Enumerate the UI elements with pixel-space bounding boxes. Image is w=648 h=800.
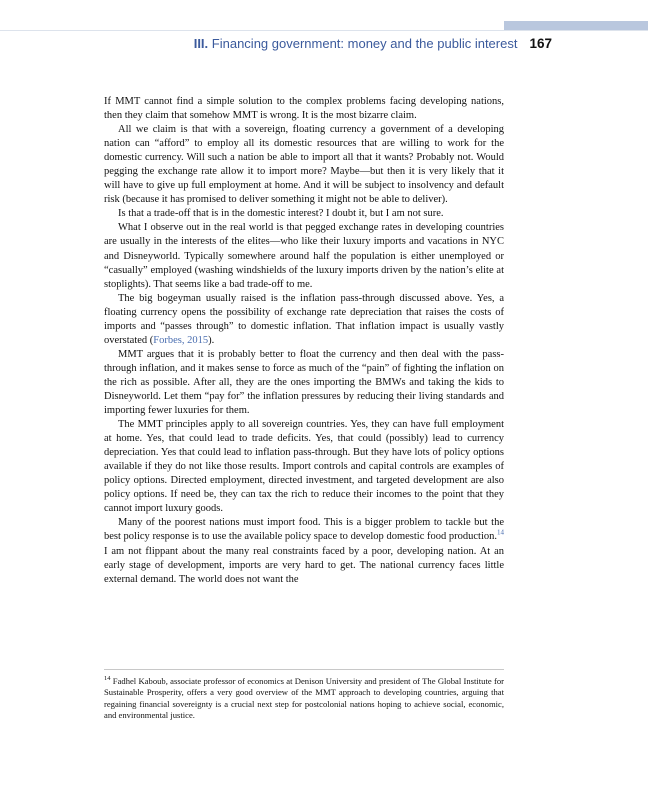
running-header-title: [194, 36, 518, 51]
citation-link[interactable]: Forbes, 2015: [153, 334, 209, 346]
paragraph: The MMT principles apply to all sovereign countries. Yes, they can have full employment at home. Yes, that could lead to trade deficits. Yes, that could (possibly) lead to currency depreciation. Yes that could lead to inflation pass-through. But they have lots of policy options available if they do not like those results. Import controls and capital controls are examples of policy options. Directed employment, directed investment, and targeted development are also policy options. If need be, they can tax the rich to reduce their incomes to the point that they cannot import luxury goods.: [104, 419, 504, 515]
paragraph-text: I am not flippant about the many real constraints faced by a poor, developing nation. At an early stage of development, imports are very hard to get. The national currency faces little external demand. The world does not want the: [104, 545, 504, 585]
body-text: [104, 95, 504, 587]
running-header: [100, 34, 552, 54]
paragraph: All we claim is that with a sovereign, floating currency a government of a developing nation can “afford” to employ all its domestic resources that are willing to work for the domestic currency. Will such a nation be able to import all that it wants? Probably not. Would pegging the exchange rate allow it to import more? Maybe—but then it is very likely that it will have to give up full employment at home. And it will be subject to insolvency and default risk (because it has promised to deliver something it might not be able to deliver).: [104, 124, 504, 206]
paragraph: [104, 292, 504, 348]
footnote-number: 14: [104, 675, 111, 683]
footnote-rule: [104, 669, 504, 670]
paragraph: What I observe out in the real world is that pegged exchange rates in developing countries are usually in the interests of the elites—who like their luxury imports and vacations in NYC and Disneyworld. Typically somewhere around half the population is either unemployed or “casually” employed (washing windshields of the luxury imports driven by the nation’s elite at stoplights). That seems like a bad trade-off to me.: [104, 222, 504, 290]
chapter-title: Financing government: money and the public interest: [211, 36, 518, 51]
paragraph-text: The big bogeyman usually raised is the inflation pass-through discussed above. Yes, a floating currency opens the possibility of exchange rate depreciation that raises the costs of imports and “passes through” to domestic inflation. That inflation impact is usually vastly overstated (: [104, 292, 504, 346]
paragraph: [104, 516, 504, 586]
footnote-text: Fadhel Kaboub, associate professor of economics at Denison University and president of The Global Institute for Sustainable Prosperity, offers a very good overview of the MMT approach to developing countries, arguing that regaining financial sovereignty is a crucial next step for postcolonial nations hoping to achieve social, economic, and environmental justice.: [104, 676, 504, 720]
footnote-ref[interactable]: 14: [497, 528, 504, 537]
paragraph: MMT argues that it is probably better to float the currency and then deal with the pass-through inflation, and it makes sense to force as much of the “pain” of fighting the inflation on the rich as possible. After all, they are the ones importing the BMWs and taking the kids to Disneyworld. Let them “pay for” the inflation pressures by reducing their living standards and importing fewer luxuries for them.: [104, 348, 504, 417]
paragraph: Is that a trade-off that is in the domestic interest? I doubt it, but I am not sure.: [118, 208, 444, 220]
paragraph: If MMT cannot find a simple solution to the complex problems facing developing nations, then they claim that somehow MMT is wrong. It is the most bizarre claim.: [104, 96, 504, 122]
header-rule: [0, 30, 648, 31]
paragraph-text: Many of the poorest nations must import food. This is a bigger problem to tackle but the best policy response is to use the available policy space to develop domestic food production.: [104, 517, 504, 543]
footnote: [104, 676, 504, 721]
paragraph-text: ).: [208, 334, 215, 346]
part-number: III.: [193, 36, 209, 51]
page-number: 167: [529, 36, 552, 51]
